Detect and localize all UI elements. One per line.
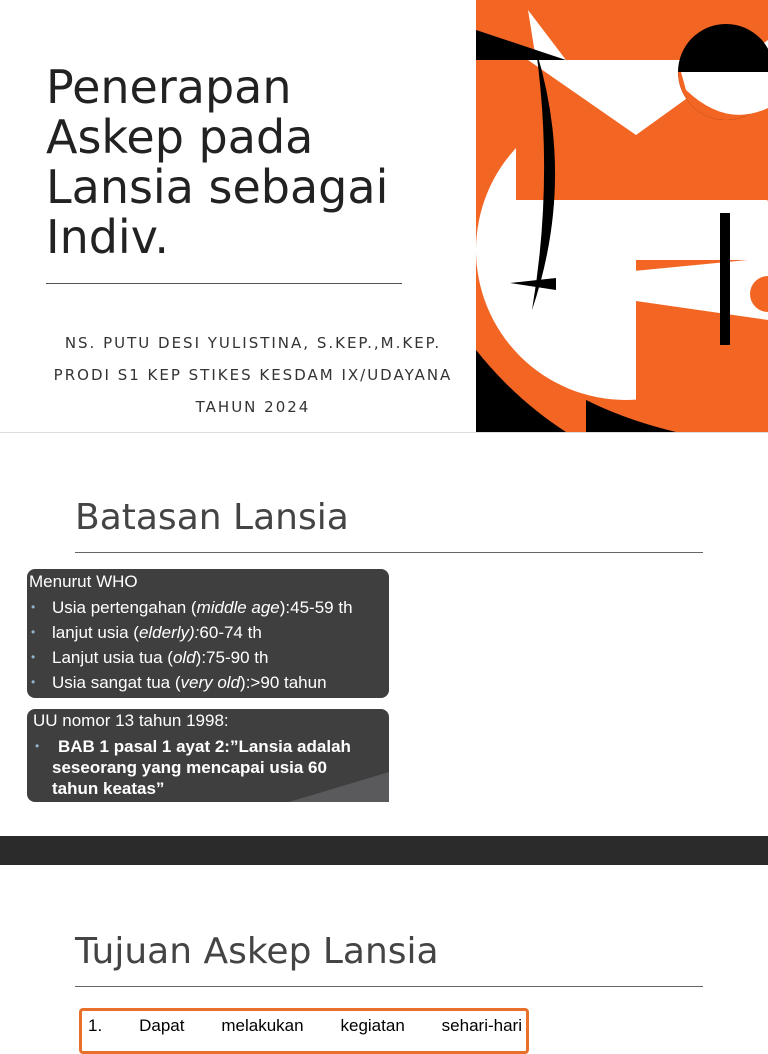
box-heading: UU nomor 13 tahun 1998: (33, 711, 229, 730)
tujuan-slide (0, 865, 768, 1035)
slide-title: Tujuan Askep Lansia (75, 931, 439, 972)
slide-title (46, 62, 466, 262)
highlighted-item-box (79, 1008, 529, 1054)
title-divider (75, 552, 703, 553)
title-line: Penerapan (46, 60, 292, 114)
corner-shade (289, 768, 389, 802)
age-category-list (27, 595, 389, 695)
list-item: • Usia sangat tua (very old):>90 tahun (27, 670, 389, 695)
slide-subtitle (0, 327, 506, 423)
who-definition-box (27, 569, 389, 698)
quote-line: tahun keatas” (52, 779, 165, 798)
law-definition-box (27, 709, 389, 802)
institution-line: PRODI S1 KEP STIKES KESDAM IX/UDAYANA (53, 366, 453, 384)
box-heading: Menurut WHO (29, 572, 138, 591)
abstract-art-image (476, 0, 768, 432)
quote-line: seseorang yang mencapai usia 60 (52, 758, 327, 777)
title-divider (75, 986, 703, 987)
title-divider (46, 283, 402, 284)
author-line: NS. PUTU DESI YULISTINA, S.KEP.,M.KEP. (64, 334, 442, 352)
title-line: Lansia sebagai (46, 160, 389, 214)
list-item: • Lanjut usia tua (old):75-90 th (27, 645, 389, 670)
title-slide (0, 0, 768, 432)
title-line: Askep pada (46, 110, 314, 164)
title-line: Indiv. (46, 210, 169, 264)
slide-title: Batasan Lansia (75, 497, 349, 538)
list-item: • Usia pertengahan (middle age):45-59 th (27, 595, 389, 620)
list-item: 1. Dapat melakukan kegiatan sehari-hari (88, 1016, 522, 1035)
batasan-slide (0, 433, 768, 836)
list-item: • lanjut usia (elderly):60-74 th (27, 620, 389, 645)
quote-line: • BAB 1 pasal 1 ayat 2:”Lansia adalah (58, 737, 351, 756)
slide-gap-band (0, 836, 768, 865)
year-line: TAHUN 2024 (195, 398, 311, 416)
